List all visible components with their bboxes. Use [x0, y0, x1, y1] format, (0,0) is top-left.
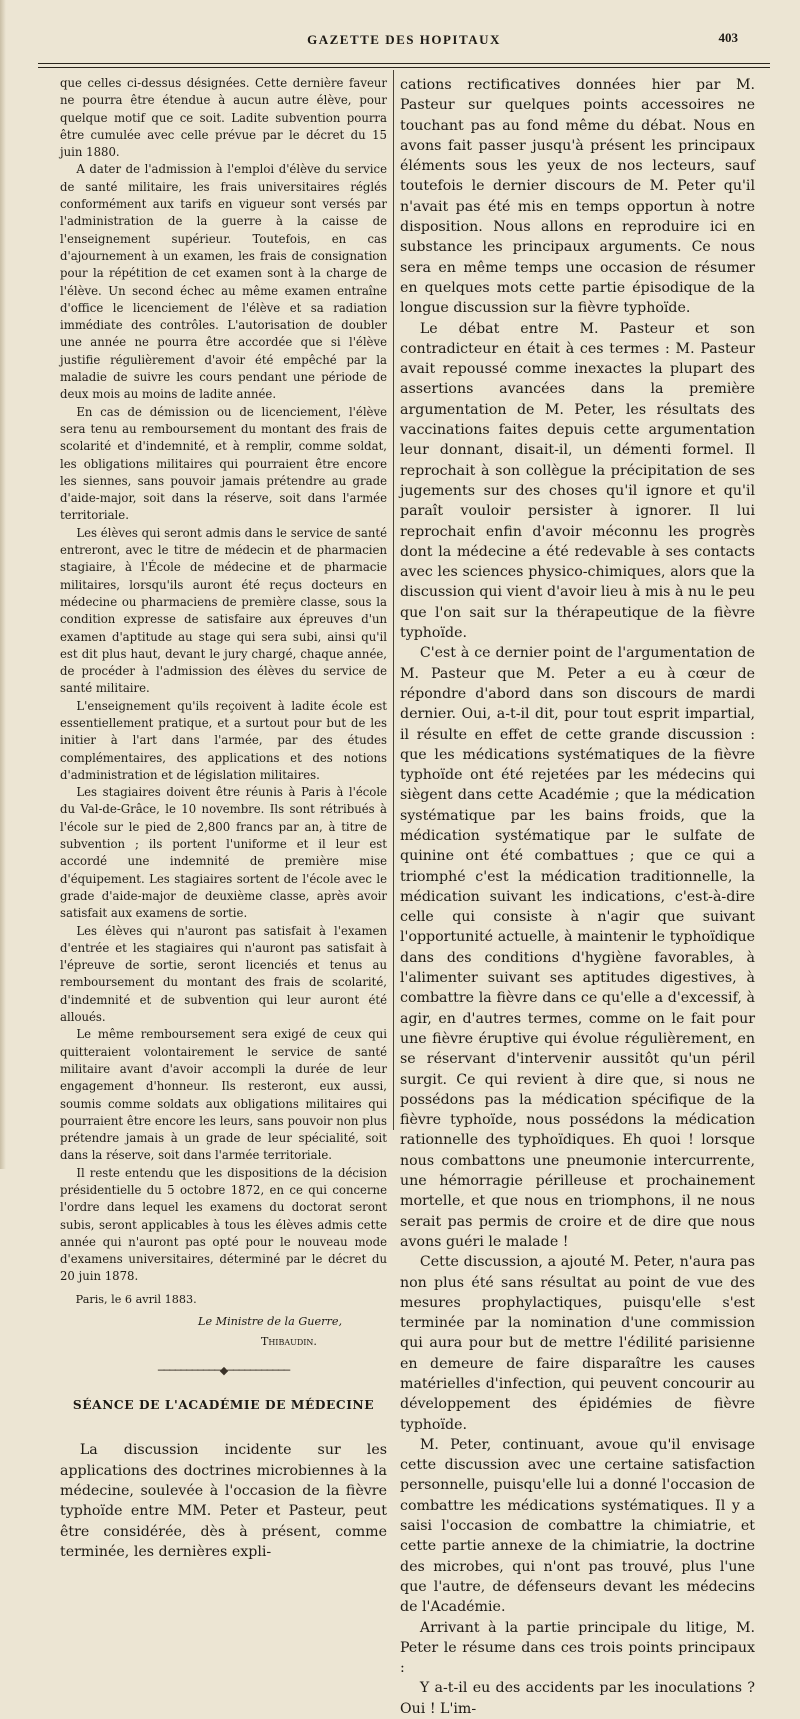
paragraph: Cette discussion, a ajouté M. Peter, n'aura pas non plus été sans résultat au point de vue des mesures prophylactiques, puisqu'elle s'est terminée par la nomination d'une commission qui aura pour but de mettre l'édilité parisienne en demeure de faire disparaître les causes matérielles d'infection, qui peuvent concourir au développement des épidémies de fièvre typhoïde. [400, 1254, 755, 1433]
left-column [60, 75, 387, 1560]
right-column [400, 75, 755, 1717]
page-number: 403 [718, 30, 738, 45]
header-rule-thin [38, 67, 770, 68]
page-header [40, 30, 768, 52]
paragraph: Le débat entre M. Pasteur et son contradicteur en était à ces termes : M. Pasteur avait repoussé comme inexactes la plupart des assertions avancées dans la première argumentation de M. Peter, les résultats des vaccinations faites depuis cette argumentation leur donnant, disait-il, un démenti formel. Il reprochait à son collègue la précipitation de ses jugements sur des choses qu'il ignore et qu'il paraît vouloir persister à ignorer. Il lui reprochait enfin d'avoir méconnu les progrès dont la médecine a été redevable à ses contacts avec les sciences physico-chimiques, alors que la discussion qui vient d'avoir lieu à mis à nu le peu que l'on sait sur la thérapeutique de la fièvre typhoïde. [400, 320, 755, 642]
paragraph: Arrivant à la partie principale du litige, M. Peter le résume dans ces trois points principaux : [400, 1619, 755, 1677]
paragraph: que celles ci-dessus désignées. Cette dernière faveur ne pourra être étendue à aucun autre élève, pour quelque motif que ce soit. Ladite subvention pourra être cumulée avec celle prévue par le décret du 15 juin 1880. [60, 76, 387, 160]
paragraph: Les stagiaires doivent être réunis à Paris à l'école du Val-de-Grâce, le 10 novembre. Ils sont rétribués à l'école sur le pied de 2,800 francs par an, à titre de subvention ; ils portent l'uniforme et il leur est accordé une indemnité de première mise d'équipement. Les stagiaires sortent de l'école avec le grade d'aide-major de deuxième classe, après avoir satisfait aux examens de sortie. [60, 785, 387, 921]
paragraph: Les élèves qui seront admis dans le service de santé entreront, avec le titre de médecin et de pharmacien stagiaire, à l'École de médecine et de pharmacie militaires, lorsqu'ils auront été reçus docteurs en médecine ou pharmaciens de première classe, sous la condition expresse de satisfaire aux épreuves d'un examen d'aptitude au stage qui sera subi, ainsi qu'il est dit plus haut, devant le jury chargé, chaque année, de procéder à l'admission des élèves du service de santé militaire. [60, 525, 387, 696]
paragraph: Le même remboursement sera exigé de ceux qui quitteraient volontairement le service de santé militaire avant d'avoir accompli la durée de leur engagement d'honneur. Ils resteront, eux aussi, soumis comme soldats aux obligations militaires qui pourraient être encore les leurs, sans pouvoir non plus prétendre jamais à un grade de leur spécialité, soit dans la réserve, soit dans l'armée territoriale. [60, 1027, 387, 1163]
binding-edge [0, 0, 6, 1169]
minister-signature: Thibaudin. [260, 1334, 317, 1348]
paragraph: Il reste entendu que les dispositions de la décision présidentielle du 5 octobre 1872, en ce qui concerne l'ordre dans lequel les examens du doctorat seront subis, seront applicables à tous les élèves admis cette année qui n'auront pas opté pour le nouveau mode d'examens universitaires, déterminé par le décret du 20 juin 1878. [60, 1165, 387, 1284]
separator-ornament: ───────────◆─────────── [157, 1363, 290, 1377]
paragraph: Les élèves qui n'auront pas satisfait à l'examen d'entrée et les stagiaires qui n'auront pas satisfait à l'épreuve de sortie, seront licenciés et tenus au remboursement du montant des frais de scolarité, d'indemnité et de subvention qui leur auront été alloués. [60, 923, 387, 1025]
section-heading: SÉANCE DE L'ACADÉMIE DE MÉDECINE [72, 1398, 375, 1413]
paragraph: C'est à ce dernier point de l'argumentation de M. Pasteur que M. Peter a eu à cœur de répondre d'abord dans son discours de mardi dernier. Oui, a-t-il dit, pour tout esprit impartial, il résulte en effet de cette grande discussion : que les médications systématiques de la fièvre typhoïde ont été rejetées par les médecins qui siègent dans cette Académie ; que la médication systématique par les bains froids, que la médication systématique par le sulfate de quinine ont été combattues ; que ce qui a triomphé c'est la médication traditionnelle, la médication suivant les indications, c'est-à-dire celle qui consiste à n'agir que suivant l'opportunité actuelle, à maintenir le typhoïdique dans des conditions d'hygiène favorables, à l'alimenter suivant ses aptitudes digestives, à combattre la fièvre dans ce qu'elle a d'excessif, à agir, en d'autres termes, comme on le fait pour une fièvre éruptive qui évolue régulièrement, en se réservant d'intervenir aussitôt qu'un péril surgit. Ce qui revient à dire que, si nous ne possédons pas la médication spécifique de la fièvre typhoïde, nous possédons la médication rationnelle des typhoïdiques. Eh quoi ! lorsque nous combattons une pneumonie intercurrente, une hémorragie périlleuse et prochainement mortelle, et que nous en triomphons, il ne nous serait pas permis de croire et de dire que nous avons guéri le malade ! [400, 645, 755, 1250]
paragraph: L'enseignement qu'ils reçoivent à ladite école est essentiellement pratique, et a surtout pour but de les initier à l'art dans l'armée, par des études complémentaires, des applications et des notions d'administration et de législation militaires. [60, 698, 387, 782]
dateline: Paris, le 6 avril 1883. [75, 1292, 197, 1306]
paragraph: La discussion incidente sur les applications des doctrines microbiennes à la médecine, soulevée à l'occasion de la fièvre typhoïde entre MM. Peter et Pasteur, peut être considérée, dès à présent, comme terminée, les dernières expli- [60, 1442, 387, 1560]
column-divider [393, 70, 394, 1130]
paragraph: En cas de démission ou de licenciement, l'élève sera tenu au remboursement du montant des frais de scolarité et d'indemnité, et à remplir, comme soldat, les obligations militaires qui pourraient être encore les siennes, sans pouvoir jamais prétendre au grade d'aide-major, soit dans la réserve, soit dans l'armée territoriale. [60, 404, 387, 523]
paragraph: A dater de l'admission à l'emploi d'élève du service de santé militaire, les frais universitaires réglés conformément aux tarifs en vigueur sont versés par l'administration de la guerre à la caisse de l'enseignement supérieur. Toutefois, en cas d'ajournement à un examen, les frais de consignation pour la répétition de cet examen sont à la charge de l'élève. Un second échec au même examen entraîne d'office le licenciement de l'élève et sa radiation immédiate des contrôles. L'autorisation de doubler une année ne pourra être accordée que si l'élève justifie régulièrement d'avoir été empêché par la maladie de suivre les cours pendant une période de deux mois au moins de ladite année. [60, 162, 387, 402]
minister-title: Le Ministre de la Guerre, [198, 1314, 342, 1328]
academy-report-start [60, 1440, 387, 1562]
header-rule [38, 63, 770, 64]
decree-signoff [60, 1292, 387, 1350]
running-title: GAZETTE DES HOPITAUX [307, 32, 501, 47]
paragraph: M. Peter, continuant, avoue qu'il envisage cette discussion avec une certaine satisfaction personnelle, puisqu'elle lui a donné l'occasion de combattre les médications systématiques. Il y a saisi l'occasion de combattre la chimiatrie, et cette partie annexe de la chimiatrie, la doctrine des microbes, qui n'ont pas trouvé, plus l'une que l'autre, de défenseurs devant les médecins de l'Académie. [400, 1436, 755, 1616]
paragraph: cations rectificatives données hier par M. Pasteur sur quelques points accessoires ne touchant pas au fond même du débat. Nous en avons fait passer jusqu'à présent les principaux éléments sous les yeux de nos lecteurs, sauf toutefois le dernier discours de M. Peter qu'il n'avait pas été mis en temps opportun à notre disposition. Nous allons en reproduire ici en substance les principaux arguments. Ce nous sera en même temps une occasion de résumer en quelques mots cette partie épisodique de la longue discussion sur la fièvre typhoïde. [400, 77, 755, 317]
paragraph: Y a-t-il eu des accidents par les inoculations ? Oui ! L'im- [400, 1680, 755, 1717]
